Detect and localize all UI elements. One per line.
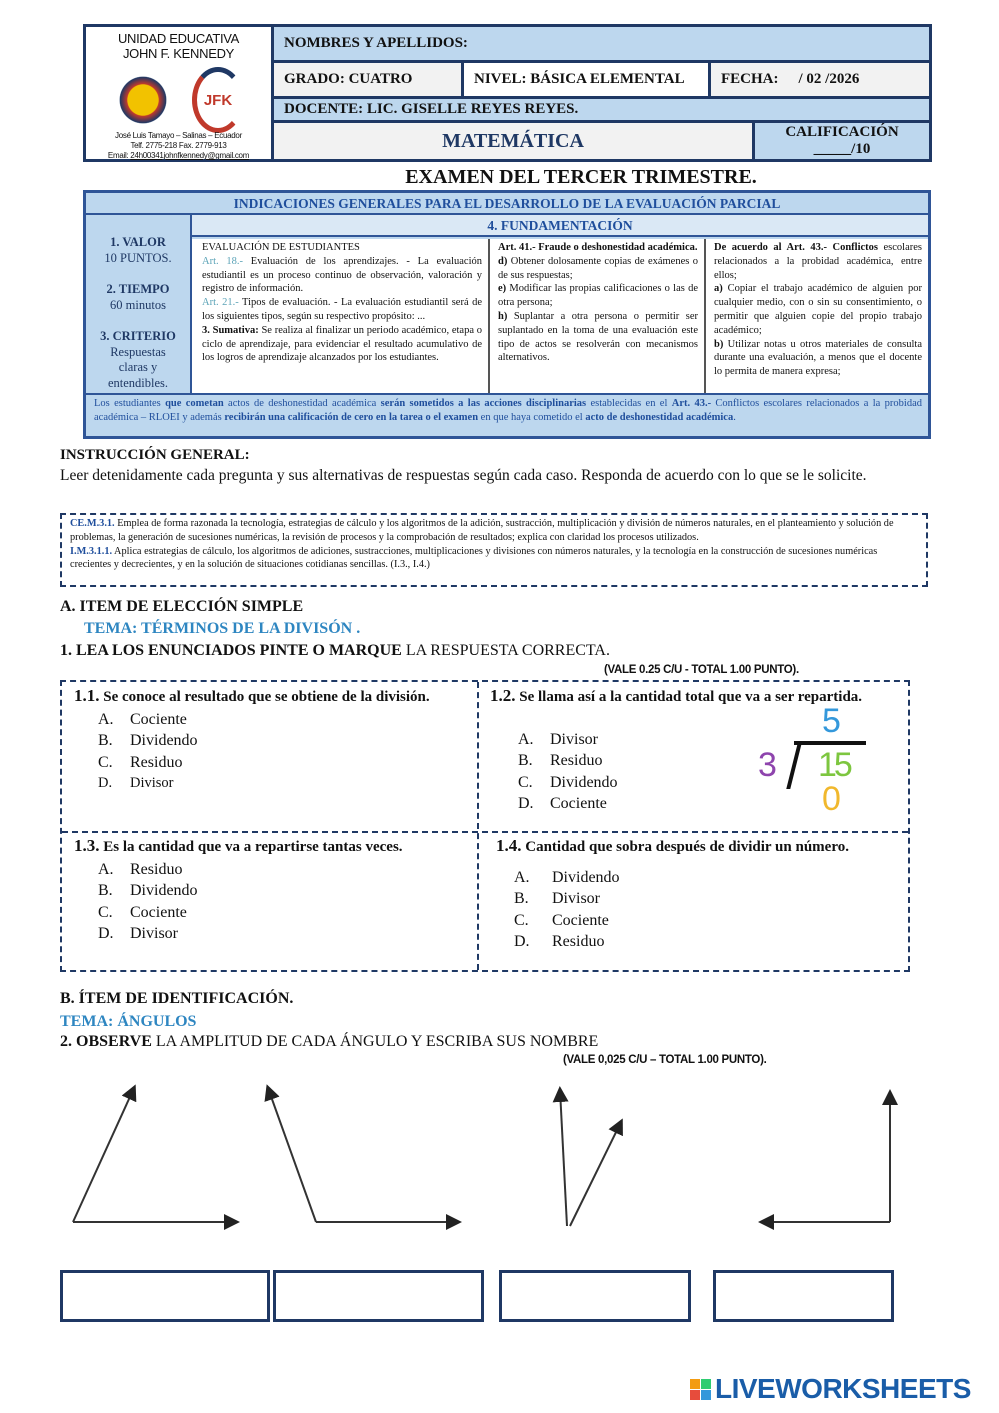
opt-text: Dividendo: [552, 868, 620, 886]
fundamentacion-heading: 4. FUNDAMENTACIÓN: [192, 215, 928, 237]
instruction-label: INSTRUCCIÓN GENERAL:: [60, 447, 250, 463]
opt-letter: B.: [98, 882, 113, 899]
art18-text: Evaluación de los aprendizajes. - La evaluación estudiantil es un proceso continuo de observación, valoración y registro de información.: [202, 255, 482, 295]
item-d-text: Obtener dolosamente copias de exámenes o de sus respuestas;: [498, 255, 698, 281]
brand-name: LIVEWORKSHEETS: [715, 1373, 971, 1404]
opt-letter: A.: [518, 730, 534, 748]
acute-angle-2: [560, 1090, 621, 1226]
section-a-topic: TEMA: TÉRMINOS DE LA DIVISÓN .: [84, 620, 361, 637]
q-num: 1.2.: [490, 686, 516, 705]
item-a-label: a): [714, 283, 723, 295]
criterio-value: Respuestas claras y entendibles.: [107, 344, 169, 390]
opt-letter: C.: [518, 773, 533, 791]
teacher-label: DOCENTE: LIC. GISELLE REYES REYES.: [284, 101, 579, 117]
item-h-text: Suplantar a otra persona o permitir ser suplantado en la toma de una evaluación este tipo de actos se resolverán con mecanismos alternativos.: [498, 310, 698, 364]
col1-title: EVALUACIÓN DE ESTUDIANTES: [202, 242, 360, 253]
indications-heading: INDICACIONES GENERALES PARA EL DESARROLLO DE LA EVALUACIÓN PARCIAL: [86, 193, 928, 215]
im-text: Aplica estrategias de cálculo, los algoritmos de adiciones, sustracciones, multiplicaciones y divisiones con números naturales, y la tecnología en la construcción de sucesiones numéricas crecientes y decrecientes, y en la solución de situaciones cotidianas sencillas. (I.3., I.4.): [70, 545, 878, 571]
art21-text: Tipos de evaluación. - La evaluación estudiantil será de los siguientes tipos, según su respectivo propósito: ...: [202, 297, 482, 322]
opt-text: Divisor: [550, 730, 598, 748]
item-h-label: h): [498, 310, 508, 322]
item-b-text: Utilizar notas u otros materiales de consulta durante una evaluación, a menos que el docente lo permita de manera expresa;: [714, 338, 922, 378]
opt-text: Residuo: [550, 752, 603, 769]
footer-text: Los estudiantes: [94, 398, 166, 409]
item-a-text: Copiar el trabajo académico de alguien por cualquier medio, con o sin su consentimiento, o permitir que alguien copie del propio trabajo académico;: [714, 283, 922, 336]
tiempo-value: 60 minutos: [110, 297, 166, 312]
subject-label: MATEMÁTICA: [442, 129, 584, 152]
instr-bold: 2. OBSERVE: [60, 1033, 152, 1050]
opt-letter: A.: [98, 860, 114, 878]
section-b-topic: TEMA: ÁNGULOS: [60, 1013, 197, 1030]
score-label: CALIFICACIÓN: [785, 124, 899, 140]
opt-letter: B.: [514, 890, 529, 907]
opt-letter: A.: [98, 710, 114, 728]
obtuse-angle: [268, 1088, 458, 1222]
answer-box-3[interactable]: [499, 1270, 691, 1322]
school-name-2: JOHN F. KENNEDY: [122, 46, 235, 61]
q-num: 1.3.: [74, 836, 100, 855]
remainder: 0: [822, 780, 841, 818]
instr-rest: LA AMPLITUD DE CADA ÁNGULO Y ESCRIBA SUS NOMBRE: [151, 1033, 599, 1050]
acute-angle-1: [73, 1088, 236, 1222]
valor-label: 1. VALOR: [110, 235, 166, 249]
opt-letter: C.: [98, 753, 113, 771]
footer-bold: serán sometidos a las acciones disciplinarias: [380, 398, 587, 409]
opt-text: Divisor: [552, 890, 600, 907]
opt-text: Dividendo: [130, 732, 198, 749]
art43-title: De acuerdo al Art. 43.- Conflictos: [714, 242, 879, 253]
right-angle: [762, 1093, 890, 1222]
opt-letter: D.: [514, 933, 530, 950]
art18-label: Art. 18.-: [202, 255, 244, 267]
answer-box-4[interactable]: [713, 1270, 894, 1322]
dividend: 15: [818, 746, 850, 784]
answer-box-2[interactable]: [273, 1270, 484, 1322]
opt-letter: D.: [98, 775, 113, 791]
quotient: 5: [822, 702, 841, 740]
art41-title: Art. 41.- Fraude o deshonestidad académica.: [498, 242, 698, 253]
opt-letter: A.: [514, 868, 530, 886]
footer-bold: recibirán una calificación de cero en la tarea o el examen: [224, 411, 479, 423]
level-label: NIVEL: BÁSICA ELEMENTAL: [474, 71, 685, 87]
tiempo-label: 2. TIEMPO: [106, 282, 170, 296]
lw-logo-icon: [690, 1379, 711, 1400]
opt-text: Cociente: [130, 903, 187, 921]
email-link[interactable]: 24h00341johnfkennedy@gmail.com: [130, 151, 250, 160]
opt-letter: D.: [98, 925, 114, 942]
instruction-text: Leer detenidamente cada pregunta y sus alternativas de respuestas según cada caso. Responda de acuerdo con lo que se le solicite.: [60, 467, 867, 484]
footer-text: Conflictos escolares relacionados a la probidad académica – RLOEI y además: [94, 398, 922, 423]
sumativa-text: Se realiza al finalizar un periodo académico, etapa o ciclo de aprendizaje, para evidenciar el resultado acumulativo de los logros de aprendizaje alcanzados por los estudiantes.: [202, 324, 482, 364]
q-text: Se llama así a la cantidad total que va a ser repartida.: [519, 689, 863, 705]
names-label: NOMBRES Y APELLIDOS:: [284, 35, 468, 51]
opt-text: Cociente: [130, 710, 187, 728]
item-b-label: b): [714, 338, 724, 350]
opt-text: Divisor: [130, 775, 174, 791]
footer-bold: Art. 43.-: [671, 398, 712, 409]
ray: [570, 1122, 621, 1226]
answer-box-1[interactable]: [60, 1270, 270, 1322]
score-value: _____/10: [813, 141, 871, 157]
q-num: 1.4.: [496, 836, 522, 855]
q-num: 1.1.: [74, 686, 100, 705]
art43-intro: escolares relacionados a la probidad académica, entre ellos;: [714, 242, 922, 281]
instr-bold: 1. LEA LOS ENUNCIADOS PINTE O MARQUE: [60, 642, 402, 659]
im-code: I.M.3.1.1.: [70, 545, 113, 557]
sumativa-label: 3. Sumativa:: [202, 324, 259, 336]
section-a-heading: A. ITEM DE ELECCIÓN SIMPLE: [60, 598, 304, 615]
criterio-label: 3. CRITERIO: [100, 329, 176, 343]
opt-text: Cociente: [552, 911, 609, 929]
ce-code: CE.M.3.1.: [70, 518, 115, 529]
exam-title: EXAMEN DEL TERCER TRIMESTRE.: [405, 166, 757, 188]
footer-text: actos de deshonestidad académica: [223, 398, 381, 409]
ce-text: Emplea de forma razonada la tecnología, estrategias de cálculo y los algoritmos de la adición, sustracción, multiplicación y división de números naturales, en el planteamiento y solución de problemas, la generación de sucesiones numéricas, la revisión de procesos y la comprobación de resultados; explica con claridad los procesos utilizados.: [70, 518, 894, 543]
divisor: 3: [758, 746, 777, 784]
footer-text: en que haya cometido el: [478, 411, 586, 423]
footer-bold: que cometan: [165, 398, 224, 409]
opt-text: Cociente: [550, 795, 607, 812]
school-address: José Luis Tamayo – Salinas – Ecuador: [115, 131, 242, 140]
opt-text: Residuo: [130, 860, 183, 878]
opt-text: Residuo: [130, 753, 183, 771]
opt-letter: C.: [514, 911, 529, 929]
valor-value: 10 PUNTOS.: [104, 250, 172, 265]
art21-label: Art. 21.-: [202, 297, 239, 309]
date-value: / 02 /2026: [798, 71, 860, 87]
item-d-label: d): [498, 255, 508, 267]
instr-rest: LA RESPUESTA CORRECTA.: [401, 642, 610, 659]
school-phone: Telf. 2775-218 Fax. 2779-913: [130, 141, 227, 150]
footer-text: establecidas en el: [586, 398, 672, 409]
opt-letter: D.: [518, 795, 534, 812]
opt-letter: B.: [518, 752, 533, 769]
q-text: Se conoce al resultado que se obtiene de la división.: [103, 689, 430, 705]
section-b-value: (VALE 0,025 C/U – TOTAL 1.00 PUNTO).: [563, 1054, 767, 1066]
opt-text: Dividendo: [130, 882, 198, 899]
footer-text: .: [733, 411, 736, 423]
ray: [268, 1088, 316, 1222]
date-label: FECHA:: [721, 71, 779, 87]
school-name-1: UNIDAD EDUCATIVA: [117, 31, 240, 46]
grade-label: GRADO: CUATRO: [284, 71, 413, 87]
footer-bold: acto de deshonestidad académica: [585, 411, 734, 423]
item-e-text: Modificar las propias calificaciones o las de otra persona;: [498, 283, 698, 309]
q-text: Es la cantidad que va a repartirse tantas veces.: [103, 839, 403, 855]
opt-text: Residuo: [552, 933, 605, 950]
opt-letter: B.: [98, 732, 113, 749]
section-a-value: (VALE 0.25 C/U - TOTAL 1.00 PUNTO).: [604, 664, 799, 676]
ray: [73, 1088, 134, 1222]
opt-text: Dividendo: [550, 773, 618, 791]
jfk-logo-icon: JFK: [192, 67, 244, 133]
item-e-label: e): [498, 283, 507, 295]
section-b-heading: B. ÍTEM DE IDENTIFICACIÓN.: [60, 990, 294, 1007]
opt-text: Divisor: [130, 925, 178, 942]
q-text: Cantidad que sobra después de dividir un número.: [525, 839, 849, 855]
email-label: Email:: [107, 151, 129, 160]
opt-letter: C.: [98, 903, 113, 921]
liveworksheets-logo: [690, 1373, 971, 1405]
ray: [560, 1090, 567, 1226]
